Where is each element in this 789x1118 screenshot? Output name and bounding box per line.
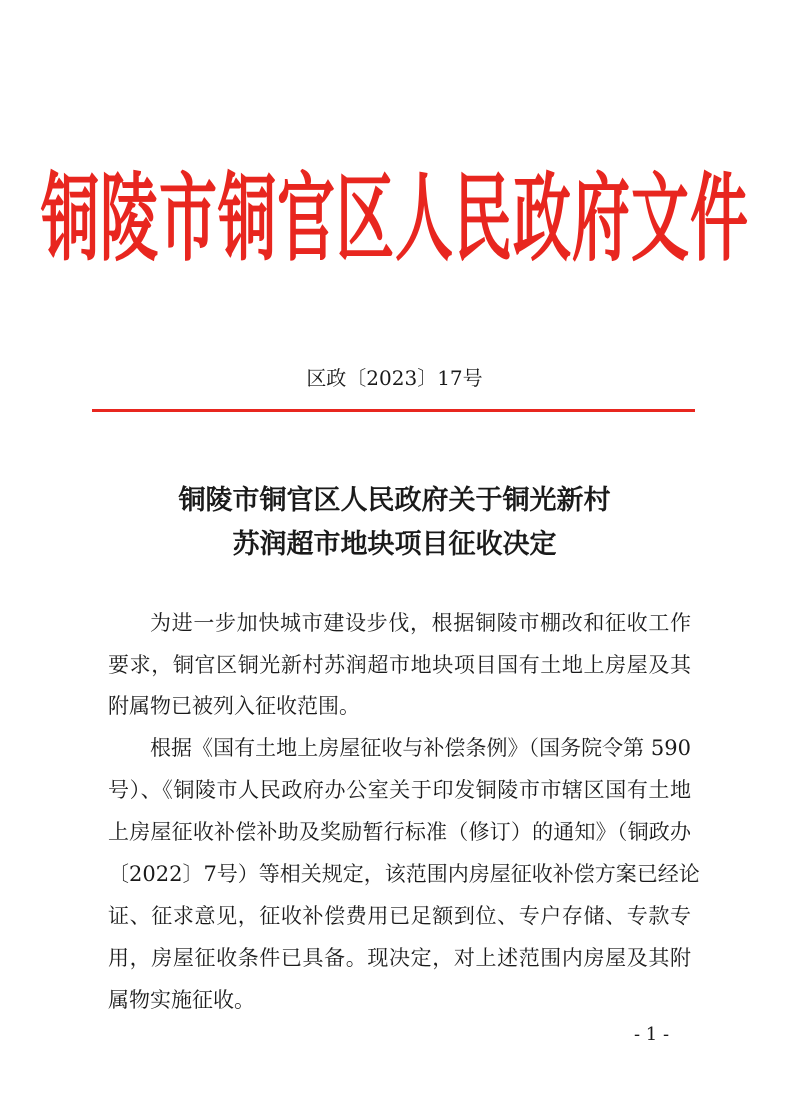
document-number: 区政〔2023〕17号 [306, 366, 483, 390]
body-line: 证、征求意见，征收补偿费用已足额到位、专户存储、专款专 [108, 904, 691, 928]
header-title: 铜陵市铜官区人民政府文件 [41, 162, 750, 275]
body-line: 号）、《铜陵市人民政府办公室关于印发铜陵市市辖区国有土地 [108, 778, 691, 802]
red-divider [92, 409, 695, 412]
body-line: 要求，铜官区铜光新村苏润超市地块项目国有土地上房屋及其 [108, 653, 691, 677]
body-line: 属物实施征收。 [108, 988, 255, 1012]
body-line: 上房屋征收补偿补助及奖励暂行标准（修订）的通知》（铜政办 [108, 820, 691, 844]
body-line: 为进一步加快城市建设步伐，根据铜陵市棚改和征收工作 [150, 611, 691, 635]
document-title-line-1: 铜陵市铜官区人民政府关于铜光新村 [178, 485, 611, 516]
page-number: - 1 - [634, 1024, 670, 1045]
body-line: 〔2022〕7号）等相关规定，该范围内房屋征收补偿方案已经论 [108, 862, 700, 886]
body-line: 附属物已被列入征收范围。 [108, 694, 360, 718]
body-line: 根据《国有土地上房屋征收与补偿条例》（国务院令第 590 [150, 736, 691, 760]
body-line: 用，房屋征收条件已具备。现决定，对上述范围内房屋及其附 [108, 946, 691, 970]
document-header [41, 150, 750, 275]
document-title-line-2: 苏润超市地块项目征收决定 [232, 529, 557, 560]
